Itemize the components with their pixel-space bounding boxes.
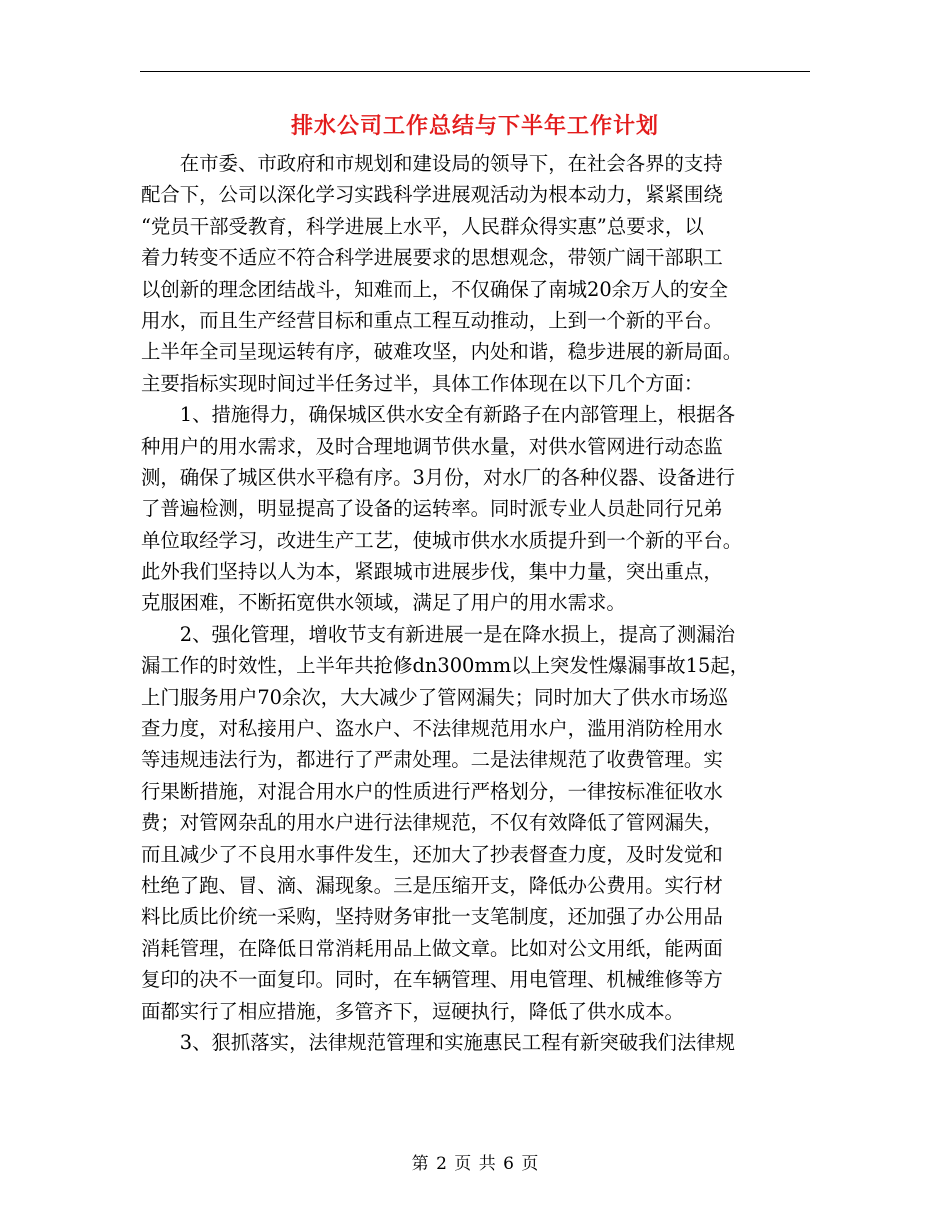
- document-body: [141, 148, 815, 1058]
- body-line: 克服困难，不断拓宽供水领域，满足了用户的用水需求。: [141, 591, 626, 615]
- body-line: 上半年全司呈现运转有序，破难攻坚，内处和谐，稳步进展的新局面。: [141, 340, 743, 364]
- body-line: 着力转变不适应不符合科学进展要求的思想观念，带领广阔干部职工: [141, 246, 723, 270]
- body-line: 而且减少了不良用水事件发生，还加大了抄表督查力度，及时发觉和: [141, 842, 723, 866]
- body-line: 面都实行了相应措施，多管齐下，逗硬执行，降低了供水成本。: [141, 999, 684, 1023]
- document-title: 排水公司工作总结与下半年工作计划: [290, 113, 659, 139]
- body-line: 以创新的理念团结战斗，知难而上，不仅确保了南城20余万人的安全: [141, 277, 729, 301]
- body-line: 1、措施得力，确保城区供水安全有新路子在内部管理上，根据各: [141, 403, 736, 427]
- body-line: 配合下，公司以深化学习实践科学进展观活动为根本动力，紧紧围绕: [141, 183, 723, 207]
- body-line: 种用户的用水需求，及时合理地调节供水量，对供水管网进行动态监: [141, 434, 723, 458]
- page-footer: 第 2 页 共 6 页: [411, 1154, 539, 1174]
- body-line: 费；对管网杂乱的用水户进行法律规范，不仅有效降低了管网漏失，: [141, 811, 723, 835]
- body-line: 复印的决不一面复印。同时，在车辆管理、用电管理、机械维修等方: [141, 968, 723, 992]
- body-line: 此外我们坚持以人为本，紧跟城市进展步伐，集中力量，突出重点，: [141, 560, 723, 584]
- body-line: 2、强化管理，增收节支有新进展一是在降水损上，提高了测漏治: [141, 622, 736, 646]
- body-line: 主要指标实现时间过半任务过半，具体工作体现在以下几个方面：: [141, 371, 704, 395]
- body-line: 等违规违法行为，都进行了严肃处理。二是法律规范了收费管理。实: [141, 748, 723, 772]
- body-line: 单位取经学习，改进生产工艺，使城市供水水质提升到一个新的平台。: [141, 528, 743, 552]
- body-line: 在市委、市政府和市规划和建设局的领导下，在社会各界的支持: [141, 152, 723, 175]
- body-line: “党员干部受教育，科学进展上水平，人民群众得实惠”总要求，以: [141, 214, 704, 238]
- body-line: 测，确保了城区供水平稳有序。3月份，对水厂的各种仪器、设备进行: [141, 465, 736, 489]
- body-line: 查力度，对私接用户、盗水户、不法律规范用水户，滥用消防栓用水: [141, 717, 723, 741]
- body-line: 行果断措施，对混合用水户的性质进行严格划分，一律按标准征收水: [141, 779, 723, 803]
- body-line: 杜绝了跑、冒、滴、漏现象。三是压缩开支，降低办公费用。实行材: [141, 873, 723, 897]
- body-line: 用水，而且生产经营目标和重点工程互动推动，上到一个新的平台。: [141, 308, 723, 332]
- body-line: 上门服务用户70余次，大大减少了管网漏失；同时加大了供水市场巡: [141, 685, 729, 709]
- body-line: 料比质比价统一采购，坚持财务审批一支笔制度，还加强了办公用品: [141, 905, 723, 929]
- body-line: 3、狠抓落实，法律规范管理和实施惠民工程有新突破我们法律规: [141, 1030, 736, 1054]
- body-line: 漏工作的时效性，上半年共抢修dn300mm以上突发性爆漏事故15起，: [141, 654, 750, 678]
- body-line: 消耗管理，在降低日常消耗用品上做文章。比如对公文用纸，能两面: [141, 936, 723, 960]
- header-rule: [140, 71, 810, 72]
- body-line: 了普遍检测，明显提高了设备的运转率。同时派专业人员赴同行兄弟: [141, 497, 723, 521]
